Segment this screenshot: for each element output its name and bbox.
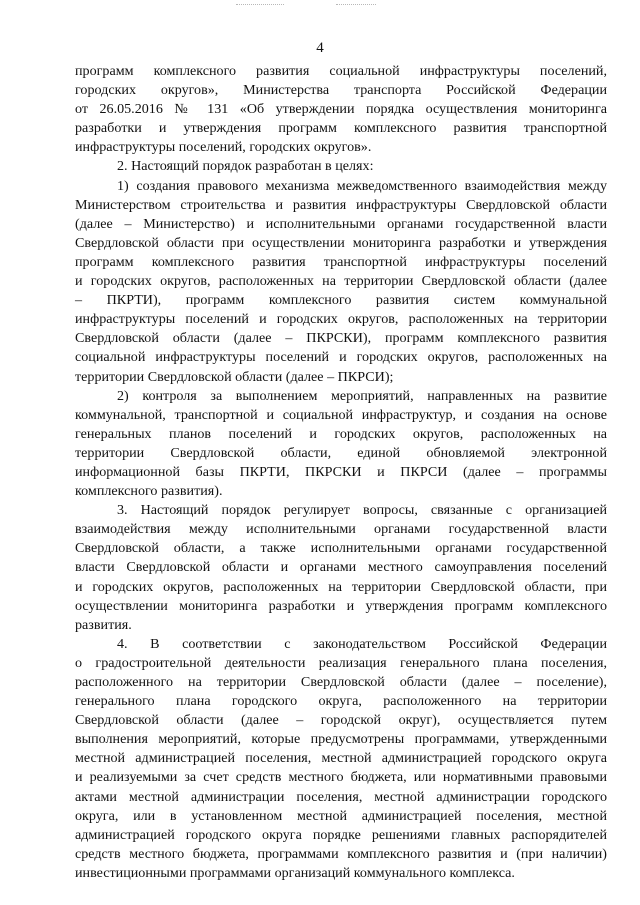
text-line: местной администрацией поселения, местной администрацией городского округа xyxy=(75,750,607,767)
text-line: коммунальной, транспортной и социальной инфраструктур, и создания на основе xyxy=(75,406,607,423)
text-line: 4. В соответствии с законодательством Российской Федерации xyxy=(117,635,607,652)
text-line: информационной базы ПКРТИ, ПКРСКИ и ПКРСИ (далее – программы xyxy=(75,463,607,480)
text-line: инфраструктуры поселений, городских округов». xyxy=(75,139,372,156)
text-line: – ПКРТИ), программ комплексного развития систем коммунальной xyxy=(75,292,607,309)
text-line: округа, или в установленном местной администрацией поселения, местной xyxy=(75,807,607,824)
text-line: комплексного развития). xyxy=(75,483,223,500)
text-line: выполнения мероприятий, которые предусмотрены программами, утвержденными xyxy=(75,731,607,748)
text-line: 3. Настоящий порядок регулирует вопросы, связанные с организацией xyxy=(117,502,607,519)
text-line: Свердловской области (далее – ПКРСКИ), программ комплексного развития xyxy=(75,330,607,347)
text-line: Свердловской области при осуществлении мониторинга разработки и утверждения xyxy=(75,234,607,251)
text-line: генерального плана городского округа, расположенного на территории xyxy=(75,693,607,710)
text-line: взаимодействия между исполнительными органами государственной власти xyxy=(75,521,607,538)
text-line: инвестиционными программами организаций коммунального комплекса. xyxy=(75,864,515,881)
scan-artifact-line xyxy=(236,4,284,6)
text-line: от 26.05.2016 № 131 «Об утверждении порядка осуществления мониторинга xyxy=(75,101,607,118)
text-line: разработки и утверждения программ комплексного развития транспортной xyxy=(75,120,607,137)
text-line: и реализуемыми за счет средств местного бюджета, или нормативными правовыми xyxy=(75,769,607,786)
text-line: и городских округов, расположенных на территории Свердловской области, при xyxy=(75,578,607,595)
text-line: 1) создания правового механизма межведомственного взаимодействия между xyxy=(117,177,607,194)
text-line: Министерством строительства и развития инфраструктуры Свердловской области xyxy=(75,196,607,213)
document-body xyxy=(75,62,607,883)
text-line: и городских округов, расположенных на территории Свердловской области (далее xyxy=(75,273,607,290)
text-line: средств местного бюджета, программами комплексного развития и (при наличии) xyxy=(75,845,607,862)
text-line: расположенного на территории Свердловской области (далее – поселение), xyxy=(75,674,607,690)
text-line: власти Свердловской области и органами местного самоуправления поселений xyxy=(75,559,607,576)
text-line: развития. xyxy=(75,616,132,633)
text-line: городских округов», Министерства транспорта Российской Федерации xyxy=(75,82,607,99)
text-line: (далее – Министерство) и исполнительными органами государственной власти xyxy=(75,215,607,232)
text-line: программ комплексного развития социальной инфраструктуры поселений, xyxy=(75,63,607,79)
scan-artifact-line xyxy=(336,4,376,6)
text-line: социальной инфраструктуры поселений и городских округов, расположенных на xyxy=(75,349,607,366)
text-line: Свердловской области (далее – городской округ), осуществляется путем xyxy=(75,712,607,729)
text-line: о градостроительной деятельности реализация генерального плана поселения, xyxy=(75,654,607,671)
text-line: Свердловской области, а также исполнительными органами государственной xyxy=(75,540,607,557)
text-line: генеральных планов поселений и городских округов, расположенных на xyxy=(75,425,607,442)
text-line: актами местной администрации поселения, местной администрации городского xyxy=(75,788,607,805)
text-line: программ комплексного развития транспортной инфраструктуры поселений xyxy=(75,253,607,270)
text-line: 2) контроля за выполнением мероприятий, направленных на развитие xyxy=(117,387,607,404)
text-line: осуществлении мониторинга разработки и утверждения программ комплексного xyxy=(75,597,607,614)
text-line: администрацией городского округа порядке решениями главных распорядителей xyxy=(75,826,607,843)
text-line: 2. Настоящий порядок разработан в целях: xyxy=(117,158,374,175)
text-line: территории Свердловской области, единой обновляемой электронной xyxy=(75,444,607,461)
text-line: инфраструктуры поселений и городских округов, расположенных на территории xyxy=(75,311,607,328)
text-line: территории Свердловской области (далее – ПКРСИ); xyxy=(75,368,394,385)
page-number: 4 xyxy=(316,40,324,56)
